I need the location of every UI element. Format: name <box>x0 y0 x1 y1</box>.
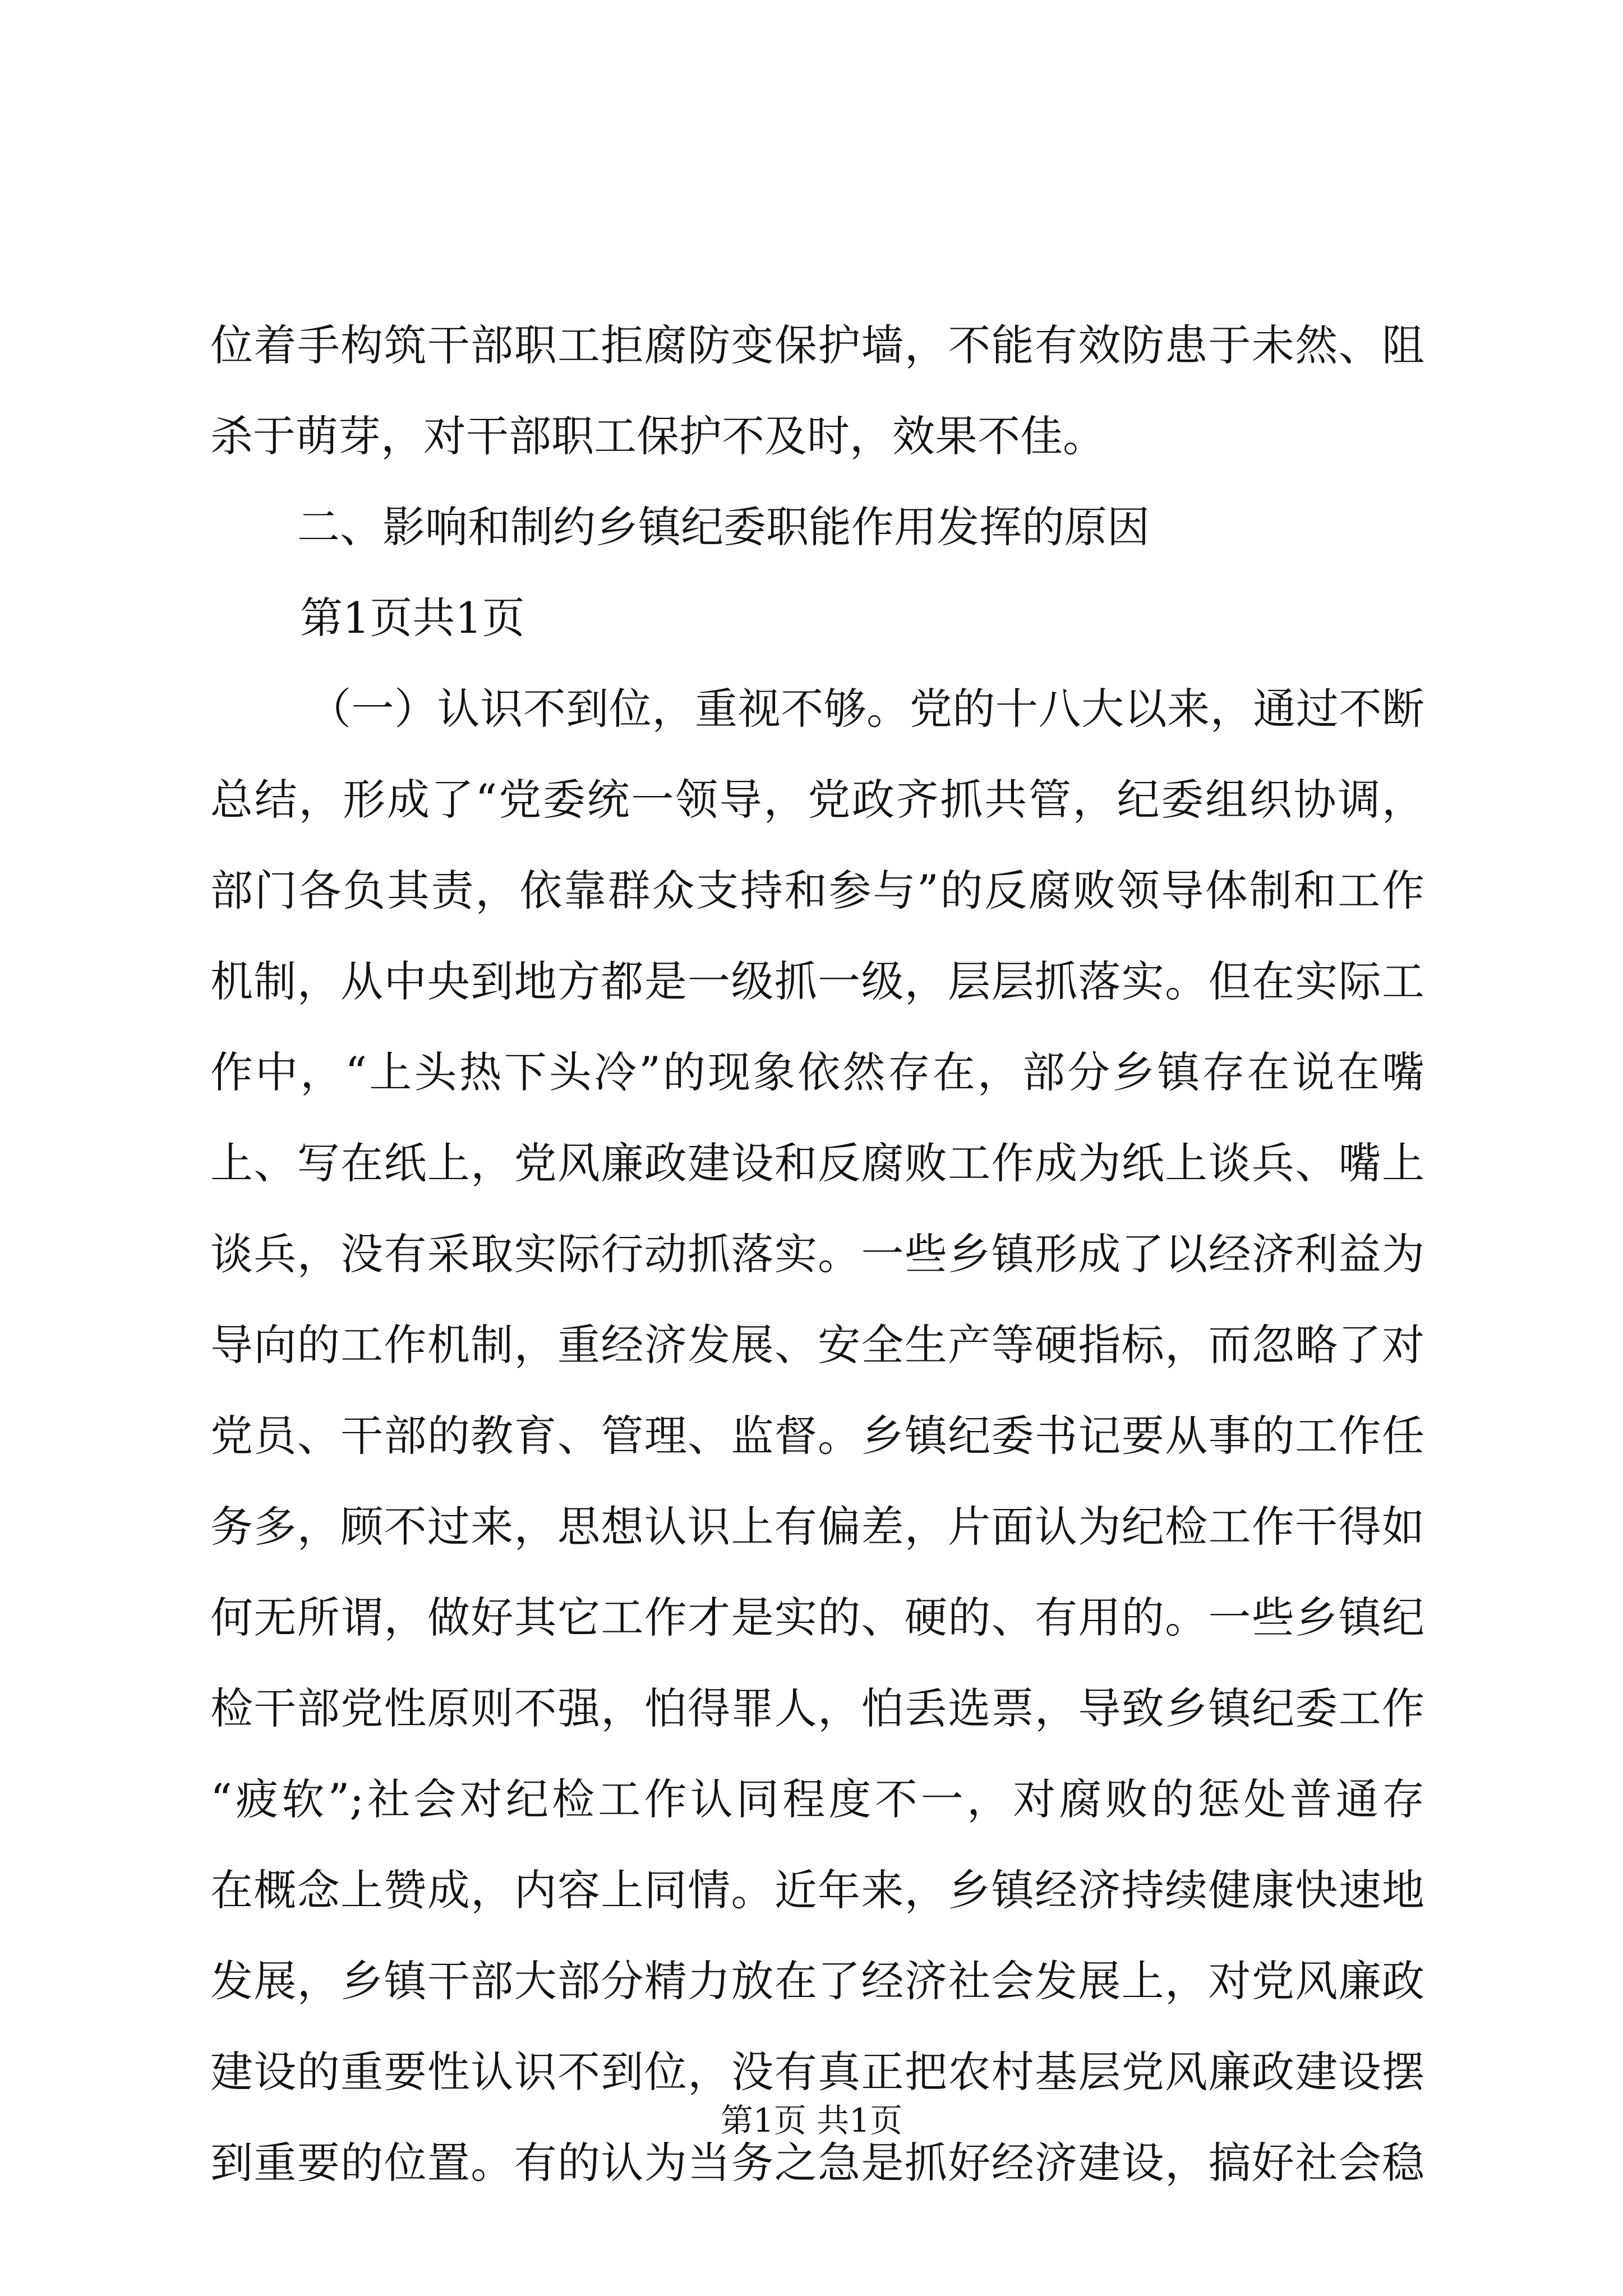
text-line: 上、写在纸上，党风廉政建设和反腐败工作成为纸上谈兵、嘴上 <box>210 1138 1424 1188</box>
text-line: 位着手构筑干部职工拒腐防变保护墙，不能有效防患于未然、阻 <box>210 320 1424 370</box>
page-marker: 第1页共1页 <box>300 593 525 643</box>
text-line: 机制，从中央到地方都是一级抓一级，层层抓落实。但在实际工 <box>210 956 1424 1006</box>
text-line: 部门各负其责，依靠群众支持和参与”的反腐败领导体制和工作 <box>210 866 1424 915</box>
text-line: 党员、干部的教育、管理、监督。乡镇纪委书记要从事的工作任 <box>210 1411 1424 1461</box>
text-line: 到重要的位置。有的认为当务之急是抓好经济建设，搞好社会稳 <box>210 2138 1424 2188</box>
text-line: 杀于萌芽，对干部职工保护不及时，效果不佳。 <box>210 411 1105 461</box>
text-line: “疲软”;社会对纪检工作认同程度不一，对腐败的惩处普通存 <box>210 1774 1424 1824</box>
text-line: 导向的工作机制，重经济发展、安全生产等硬指标，而忽略了对 <box>210 1320 1424 1370</box>
page-footer <box>0 2098 1623 2143</box>
document-body <box>210 300 1424 2208</box>
text-line: 在概念上赞成，内容上同情。近年来，乡镇经济持续健康快速地 <box>210 1865 1424 1915</box>
text-line: 发展，乡镇干部大部分精力放在了经济社会发展上，对党风廉政 <box>210 1956 1424 2006</box>
text-line: 何无所谓，做好其它工作才是实的、硬的、有用的。一些乡镇纪 <box>210 1593 1424 1642</box>
text-line: （一）认识不到位，重视不够。党的十八大以来，通过不断 <box>308 684 1424 734</box>
text-line: 建设的重要性认识不到位，没有真正把农村基层党风廉政建设摆 <box>210 2047 1424 2097</box>
section-heading: 二、影响和制约乡镇纪委职能作用发挥的原因 <box>297 502 1150 552</box>
text-line: 检干部党性原则不强，怕得罪人，怕丢选票，导致乡镇纪委工作 <box>210 1683 1424 1733</box>
text-line: 作中，“上头热下头冷”的现象依然存在，部分乡镇存在说在嘴 <box>210 1047 1424 1097</box>
text-line: 谈兵，没有采取实际行动抓落实。一些乡镇形成了以经济利益为 <box>210 1229 1424 1279</box>
page-number-label: 第1页 共1页 <box>720 2101 903 2139</box>
text-line: 总结，形成了“党委统一领导，党政齐抓共管，纪委组织协调， <box>210 775 1424 825</box>
text-line: 务多，顾不过来，思想认识上有偏差，片面认为纪检工作干得如 <box>210 1502 1424 1552</box>
